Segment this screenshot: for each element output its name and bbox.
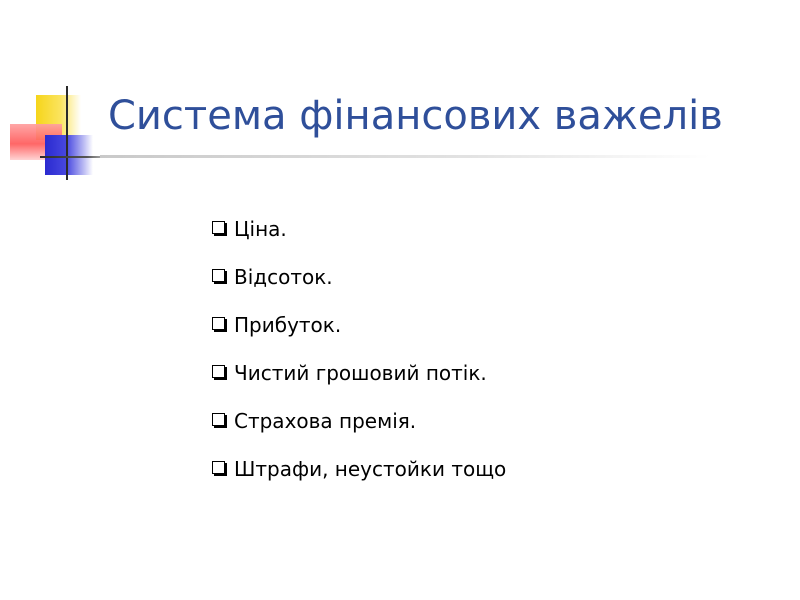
checkbox-icon	[212, 413, 225, 426]
vertical-line-decoration	[66, 86, 68, 180]
checkbox-icon	[212, 221, 225, 234]
title-underline	[100, 155, 710, 158]
list-item-text: Прибуток.	[234, 313, 342, 337]
list-item-text: Відсоток.	[234, 265, 333, 289]
list-item-text: Ціна.	[234, 217, 287, 241]
checkbox-icon	[212, 461, 225, 474]
slide-title: Система фінансових важелів	[108, 93, 723, 139]
checkbox-icon	[212, 365, 225, 378]
list-item-text: Чистий грошовий потік.	[234, 361, 487, 385]
blue-square-decoration	[45, 135, 93, 175]
decorative-logo	[0, 0, 120, 190]
list-item	[212, 214, 506, 262]
bullet-list	[212, 214, 506, 502]
list-item	[212, 262, 506, 310]
list-item	[212, 406, 506, 454]
list-item	[212, 310, 506, 358]
list-item	[212, 358, 506, 406]
list-item	[212, 454, 506, 502]
list-item-text: Штрафи, неустойки тощо	[234, 457, 507, 481]
checkbox-icon	[212, 269, 225, 282]
list-item-text: Страхова премія.	[234, 409, 417, 433]
checkbox-icon	[212, 317, 225, 330]
